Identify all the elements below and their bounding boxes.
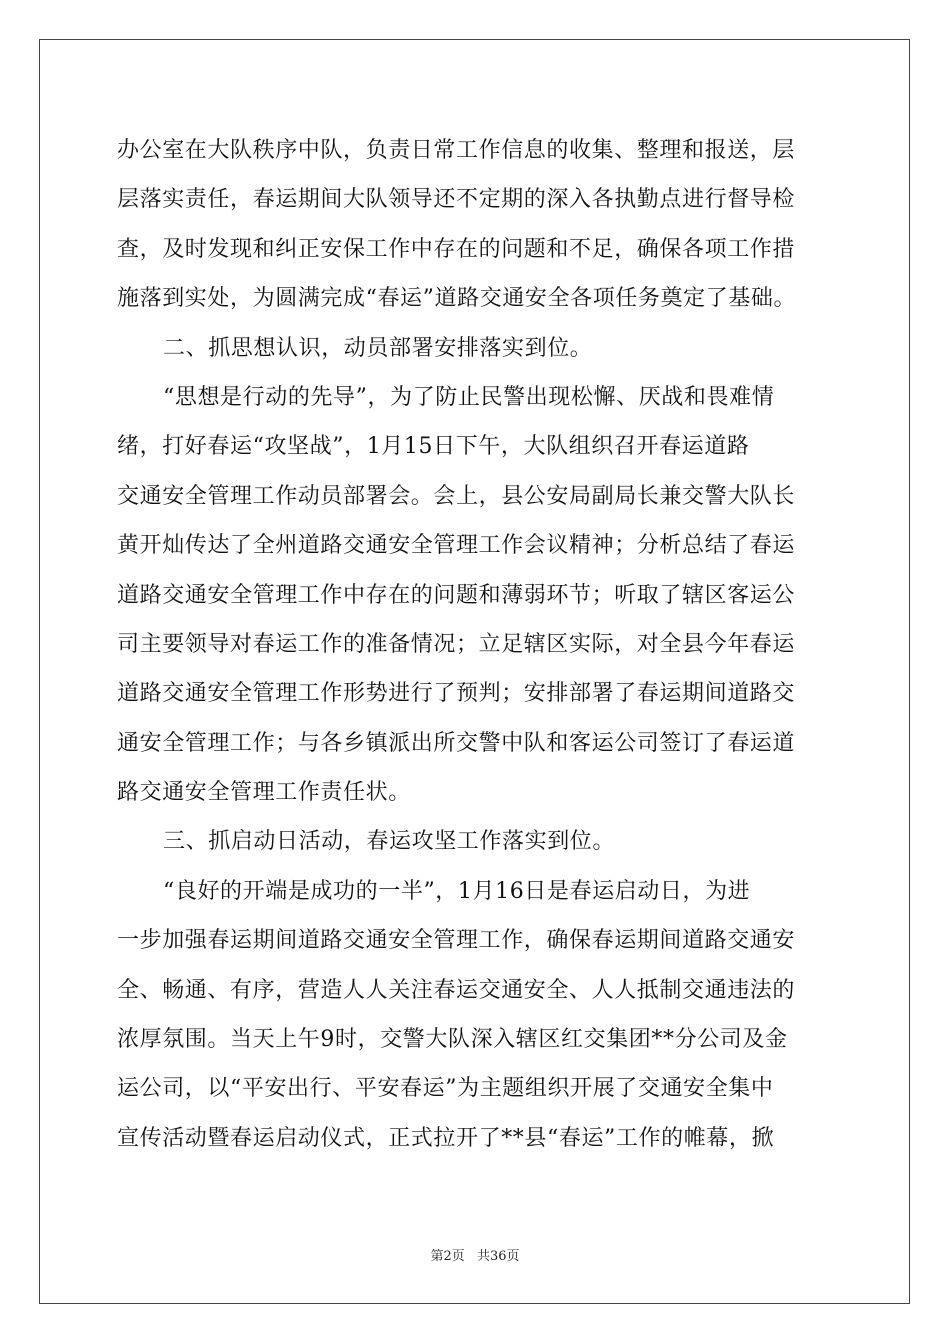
text-line: 办公室在大队秩序中队，负责日常工作信息的收集、整理和报送，层 <box>117 138 796 163</box>
page-number: 第2页 <box>430 1249 465 1264</box>
text-line: 全、畅通、有序，营造人人关注春运交通安全、人人抵制交通违法的 <box>117 977 796 1003</box>
text-line: 运公司，以“平安出行、平安春运”为主题组织开展了交通安全集中 <box>117 1076 774 1102</box>
page-footer <box>0 1245 950 1264</box>
text-line: 层落实责任，春运期间大队领导还不定期的深入各执勤点进行督导检 <box>117 187 796 213</box>
text-line: 浓厚氛围。当天上午9时，交警大队深入辖区红交集团**分公司及金 <box>117 1027 788 1053</box>
text-line: 交通安全管理工作动员部署会。会上，县公安局副局长兼交警大队长 <box>117 483 796 509</box>
text-line: 通安全管理工作；与各乡镇派出所交警中队和客运公司签订了春运道 <box>117 730 796 756</box>
section-heading: 二、抓思想认识，动员部署安排落实到位。 <box>163 335 593 361</box>
total-pages: 共36页 <box>476 1249 520 1264</box>
text-line: 一步加强春运期间道路交通安全管理工作，确保春运期间道路交通安 <box>117 928 796 954</box>
document-body <box>117 126 837 1163</box>
text-line: 施落到实处，为圆满完成“春运”道路交通安全各项任务奠定了基础。 <box>117 286 797 312</box>
text-line: 黄开灿传达了全州道路交通安全管理工作会议精神；分析总结了春运 <box>117 533 796 559</box>
text-line: 道路交通安全管理工作形势进行了预判；安排部署了春运期间道路交 <box>117 681 796 707</box>
text-line: 查，及时发现和纠正安保工作中存在的问题和不足，确保各项工作措 <box>117 236 796 262</box>
section-heading: 三、抓启动日活动，春运攻坚工作落实到位。 <box>163 829 616 855</box>
text-line: 绪，打好春运“攻坚战”，1月15日下午，大队组织召开春运道路 <box>117 434 750 460</box>
paragraph-start: “思想是行动的先导”，为了防止民警出现松懈、厌战和畏难情 <box>163 384 775 410</box>
text-line: 宣传活动暨春运启动仪式，正式拉开了**县“春运”工作的帷幕，掀 <box>117 1125 775 1151</box>
text-line: 路交通安全管理工作责任状。 <box>117 780 411 806</box>
paragraph-start: “良好的开端是成功的一半”，1月16日是春运启动日，为进 <box>163 878 751 904</box>
text-line: 司主要领导对春运工作的准备情况；立足辖区实际，对全县今年春运 <box>117 631 796 657</box>
text-line: 道路交通安全管理工作中存在的问题和薄弱环节；听取了辖区客运公 <box>117 582 796 608</box>
